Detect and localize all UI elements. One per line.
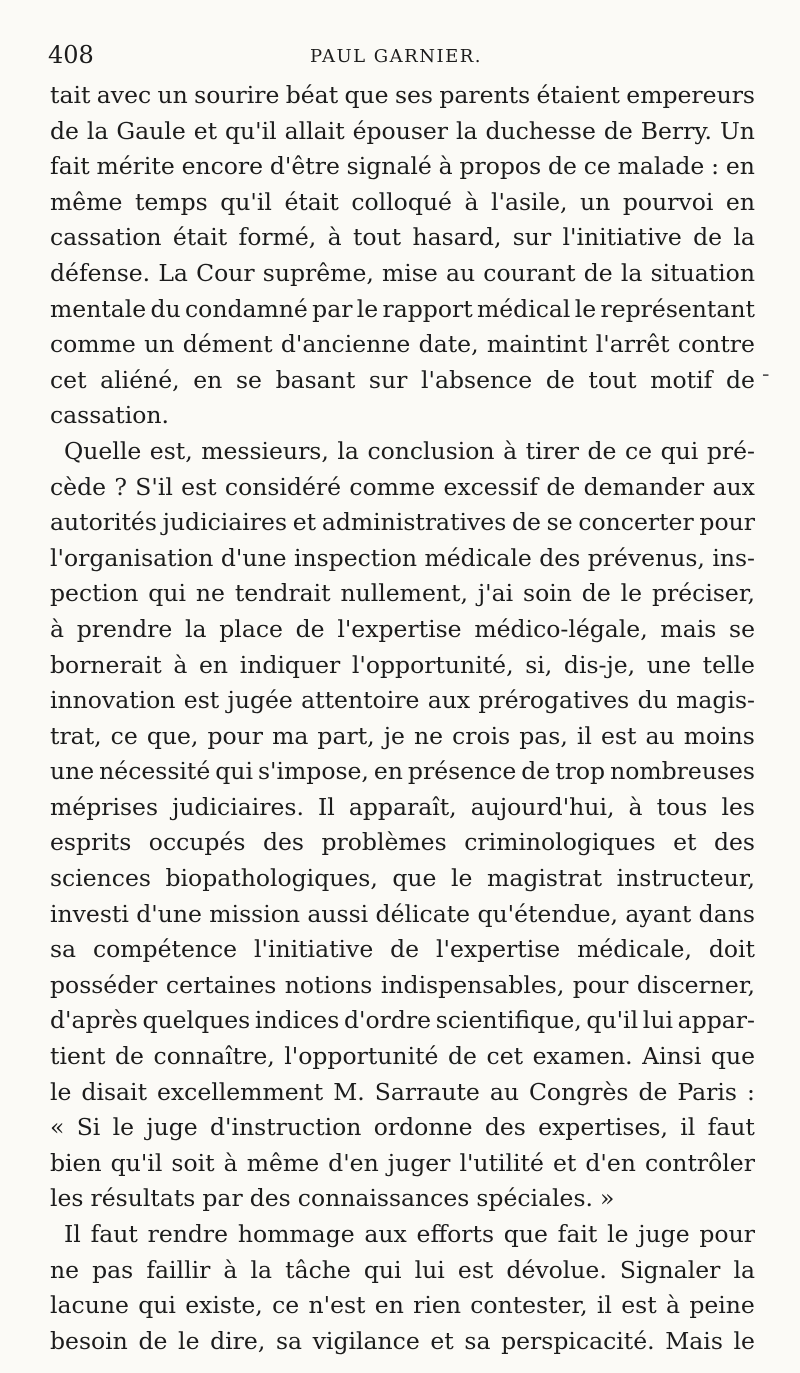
text-line: de la Gaule et qu'il allait épouser la duchesse de Berry. Un (50, 116, 755, 145)
text-line: cassation était formé, à tout hasard, sur l'initiative de la (50, 223, 755, 252)
text-line: besoin de le dire, sa vigilance et sa perspicacité. Mais le (50, 1326, 755, 1355)
text-line: une nécessité qui s'impose, en présence de trop nombreuses (50, 757, 755, 786)
text-line: méprises judiciaires. Il apparaît, aujourd'hui, à tous les (50, 792, 755, 821)
text-line: Il faut rendre hommage aux efforts que fait le juge pour (64, 1220, 755, 1248)
text-line: d'après quelques indices d'ordre scientifique, qu'il lui appar- (50, 1006, 755, 1035)
running-head: PAUL GARNIER. (310, 46, 483, 67)
text-line: investi d'une mission aussi délicate qu'étendue, ayant dans (50, 899, 755, 928)
text-line: lacune qui existe, ce n'est en rien contester, il est à peine (50, 1291, 755, 1320)
text-line: posséder certaines notions indispensables, pour discerner, (50, 970, 755, 999)
text-line: pection qui ne tendrait nullement, j'ai soin de le préciser, (50, 579, 755, 608)
text-line: cet aliéné, en se basant sur l'absence de tout motif de (50, 365, 755, 394)
text-line: « Si le juge d'instruction ordonne des expertises, il faut (50, 1113, 755, 1142)
text-line: les résultats par des connaissances spéciales. » (50, 1184, 615, 1213)
text-line: Quelle est, messieurs, la conclusion à tirer de ce qui pré- (64, 436, 755, 465)
text-line: autorités judiciaires et administratives de se concerter pour (50, 508, 755, 537)
text-line: mentale du condamné par le rapport médical le représentant (50, 294, 755, 323)
text-line: l'organisation d'une inspection médicale des prévenus, ins- (50, 543, 755, 572)
text-line: trat, ce que, pour ma part, je ne crois pas, il est au moins (50, 721, 755, 750)
text-line: à prendre la place de l'expertise médico-légale, mais se (50, 614, 755, 643)
page-number: 408 (48, 41, 94, 69)
text-line: innovation est jugée attentoire aux prérogatives du magis- (50, 686, 755, 715)
text-line: le disait excellemment M. Sarraute au Congrès de Paris : (50, 1077, 755, 1106)
text-line: défense. La Cour suprême, mise au courant de la situation (50, 258, 755, 287)
text-line: tient de connaître, l'opportunité de cet examen. Ainsi que (50, 1042, 755, 1071)
text-line: cassation. (50, 401, 170, 430)
text-line: comme un dément d'ancienne date, maintint l'arrêt contre (50, 330, 755, 359)
text-line: fait mérite encore d'être signalé à propos de ce malade : en (50, 152, 755, 181)
text-line: sa compétence l'initiative de l'expertise médicale, doit (50, 935, 755, 964)
margin-mark: - (762, 362, 770, 387)
text-line: cède ? S'il est considéré comme excessif de demander aux (50, 472, 755, 501)
text-line: bien qu'il soit à même d'en juger l'utilité et d'en contrôler (50, 1148, 755, 1177)
text-line: sciences biopathologiques, que le magistrat instructeur, (50, 864, 755, 893)
text-line: même temps qu'il était colloqué à l'asile, un pourvoi en (50, 187, 755, 216)
text-line: bornerait à en indiquer l'opportunité, si, dis-je, une telle (50, 650, 755, 679)
body-text (50, 78, 755, 1359)
text-line: ne pas faillir à la tâche qui lui est dévolue. Signaler la (50, 1255, 755, 1284)
text-line: tait avec un sourire béat que ses parents étaient empereurs (50, 81, 755, 109)
text-line: esprits occupés des problèmes criminologiques et des (50, 828, 755, 857)
